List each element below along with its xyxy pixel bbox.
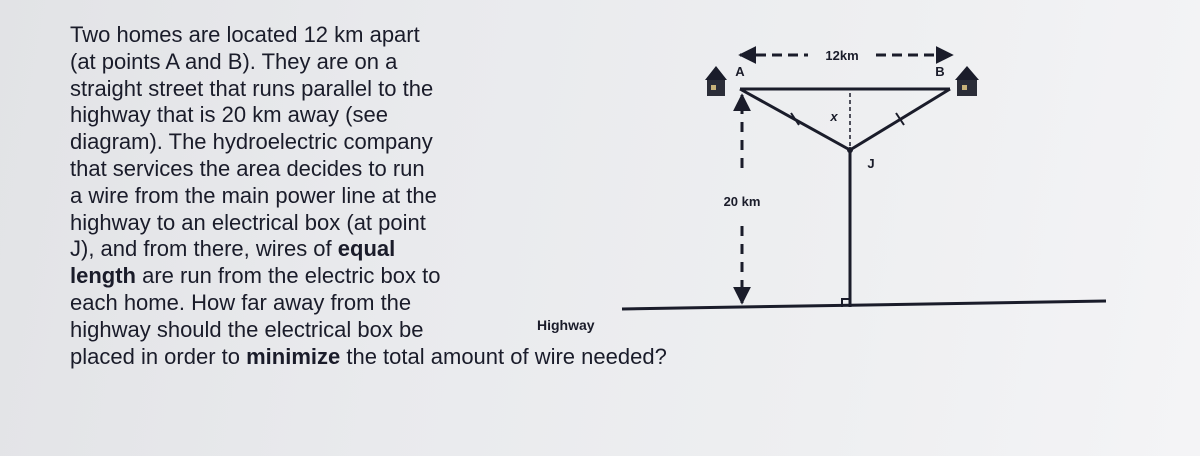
problem-line-1: Two homes are located 12 km apart bbox=[70, 22, 420, 47]
distance-between-homes-label: 12km bbox=[825, 48, 859, 63]
problem-line-7: a wire from the main power line at the bbox=[70, 182, 437, 208]
problem-line-2: (at points A and B). They are on a bbox=[70, 48, 398, 74]
problem-line-8: highway to an electrical box (at point bbox=[70, 209, 426, 235]
point-b-label: B bbox=[935, 64, 945, 79]
problem-emphasis-equal: equal bbox=[337, 236, 396, 262]
problem-emphasis-minimize: minimize bbox=[246, 343, 341, 369]
unknown-x-label: x bbox=[830, 109, 838, 124]
point-a-label: A bbox=[735, 64, 745, 79]
electrical-box-label: J bbox=[867, 156, 875, 171]
problem-line-6: that services the area decides to run bbox=[70, 155, 425, 181]
highway-label: Highway bbox=[537, 317, 595, 333]
problem-line-9-text: J), and from there, wires of bbox=[70, 236, 338, 262]
problem-emphasis-length: length bbox=[70, 263, 136, 289]
home-b-icon bbox=[955, 66, 979, 96]
problem-line-13-end: the total amount of wire needed? bbox=[340, 343, 667, 369]
problem-line-13-text: placed in order to bbox=[70, 343, 247, 369]
home-a-icon bbox=[705, 66, 727, 96]
problem-line-3: straight street that runs parallel to the bbox=[70, 75, 434, 101]
problem-line-4: highway that is 20 km away (see bbox=[70, 102, 388, 128]
highway-line bbox=[622, 301, 1106, 309]
problem-line-10-text: are run from the electric box to bbox=[136, 263, 441, 289]
problem-line-5: diagram). The hydroelectric company bbox=[70, 129, 433, 155]
problem-line-11: each home. How far away from the bbox=[70, 289, 412, 315]
street-to-highway-distance-label: 20 km bbox=[723, 194, 761, 209]
problem-line-12: highway should the electrical box be bbox=[70, 316, 424, 342]
electrical-box-j bbox=[847, 147, 853, 153]
